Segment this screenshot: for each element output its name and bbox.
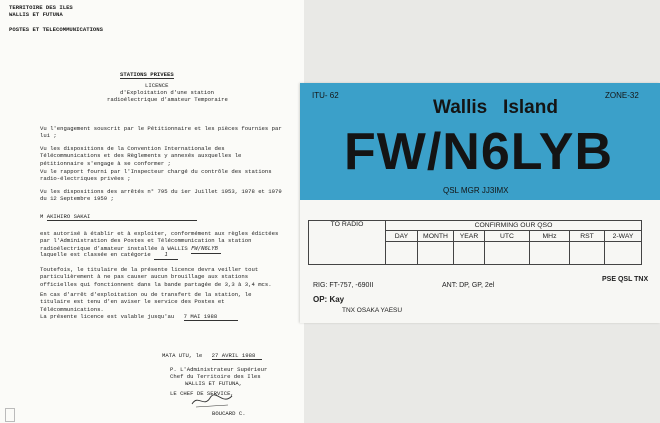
cell-month	[418, 242, 454, 265]
col-day: DAY	[386, 231, 418, 242]
licence-subtitle-2: radioélectrique d'amateur Temporaire	[107, 96, 228, 103]
itu-zone: ITU- 62	[312, 91, 339, 100]
cq-zone: ZONE-32	[605, 91, 639, 100]
place-label: MATA UTU, le	[162, 352, 203, 359]
signatory-2: Chef du Territoire des Iles	[170, 373, 261, 380]
authorisation-body: est autorisé à établir et à exploiter, conformément aux règles édictées par l'Administration des Postes et Télécommunication la station radioélectrique d'amateur installée à WALLIS	[40, 230, 279, 252]
confirming-header: CONFIRMING OUR QSO	[386, 221, 642, 231]
validity-value: 7 MAI 1988	[184, 313, 238, 321]
licence-subtitle-1: d'Exploitation d'une station	[120, 89, 214, 96]
signer-name: BOUCARD C.	[212, 410, 246, 417]
note-brouillage: Toutefois, le titulaire de la présente licence devra veiller tout particulièrement à ne pas causer aucun brouillage aux stations officielles qui fonctionnent dans la bande partagée de 3,3 à 3,4 mcs.	[40, 266, 272, 288]
category-label: laquelle est classée en catégorie	[40, 251, 151, 258]
validity-line	[40, 313, 238, 321]
signature-scribble	[188, 392, 238, 410]
header-line-2: WALLIS ET FUTUNA	[9, 11, 63, 18]
note-arret: En cas d'arrêt d'exploitation ou de transfert de la station, le titulaire est tenu d'en aviser le service des Postes et Télécommunications.	[40, 291, 252, 313]
cell-year	[454, 242, 485, 265]
pse-qsl-tnx: PSE QSL TNX	[602, 276, 649, 283]
cell-mhz	[530, 242, 570, 265]
cell-2way	[605, 242, 642, 265]
qsl-band	[300, 83, 660, 200]
header-line-1: TERRITOIRE DES ILES	[9, 4, 73, 11]
licence-title: LICENCE	[145, 82, 169, 89]
cell-utc	[485, 242, 530, 265]
qsl-card	[300, 83, 660, 323]
thanks-line: TNX OSAKA YAESU	[342, 307, 403, 314]
to-radio-cell: TO RADIO	[309, 221, 386, 265]
col-month: MONTH	[418, 231, 454, 242]
signatory-3: WALLIS ET FUTUNA,	[185, 380, 243, 387]
chief-of-service: LE CHEF DE SERVICE,	[170, 390, 234, 397]
qsl-manager: QSL MGR JJ3IMX	[443, 186, 509, 195]
col-2way: 2-WAY	[605, 231, 642, 242]
category-line	[40, 251, 178, 260]
category-value: 1	[154, 252, 178, 260]
stations-heading: STATIONS PRIVEES	[120, 71, 174, 78]
name-line	[40, 213, 197, 221]
name-prefix: M	[40, 213, 44, 220]
name-value: AKIHIRO SAKAI	[47, 213, 197, 221]
paragraph-2: Vu les dispositions de la Convention Internationale des Télécommunications et des Règlements y annexés auxquelles le pétitionnaire s'engage à se conformer ;	[40, 145, 242, 167]
col-year: YEAR	[454, 231, 485, 242]
operator: OP: Kay	[313, 295, 345, 304]
qso-table	[308, 220, 642, 265]
col-utc: UTC	[485, 231, 530, 242]
validity-label: La présente licence est valable jusqu'au	[40, 313, 175, 320]
island-name: Wallis Island	[433, 97, 558, 118]
page-mark	[5, 408, 15, 422]
cell-day	[386, 242, 418, 265]
place-date-line	[162, 352, 262, 360]
cell-rst	[570, 242, 605, 265]
paragraph-4: Vu les dispositions des arrêtés n° 795 du 1er Juillet 1953, 1078 et 1079 du 12 Septembre 1959 ;	[40, 188, 282, 203]
callsign: FW/N6LYB	[344, 123, 613, 181]
paragraph-3: Vu le rapport fourni par l'Inspecteur chargé du contrôle des stations radio-électriques privées ;	[40, 168, 272, 183]
place-date: 27 AVRIL 1988	[212, 352, 262, 360]
col-mhz: MHz	[530, 231, 570, 242]
antenna-info: ANT: DP, GP, 2el	[442, 282, 495, 289]
col-rst: RST	[570, 231, 605, 242]
rig-info: RIG: FT-757, -690II	[313, 282, 374, 289]
callsign-field: FW/N6LYB	[191, 246, 221, 254]
paragraph-1: Vu l'engagement souscrit par le Pétitionnaire et les pièces fournies par lui ;	[40, 125, 282, 140]
signatory-1: P. L'Administrateur Supérieur	[170, 366, 268, 373]
header-line-3: POSTES ET TELECOMMUNICATIONS	[9, 26, 103, 33]
licence-document	[0, 0, 304, 423]
